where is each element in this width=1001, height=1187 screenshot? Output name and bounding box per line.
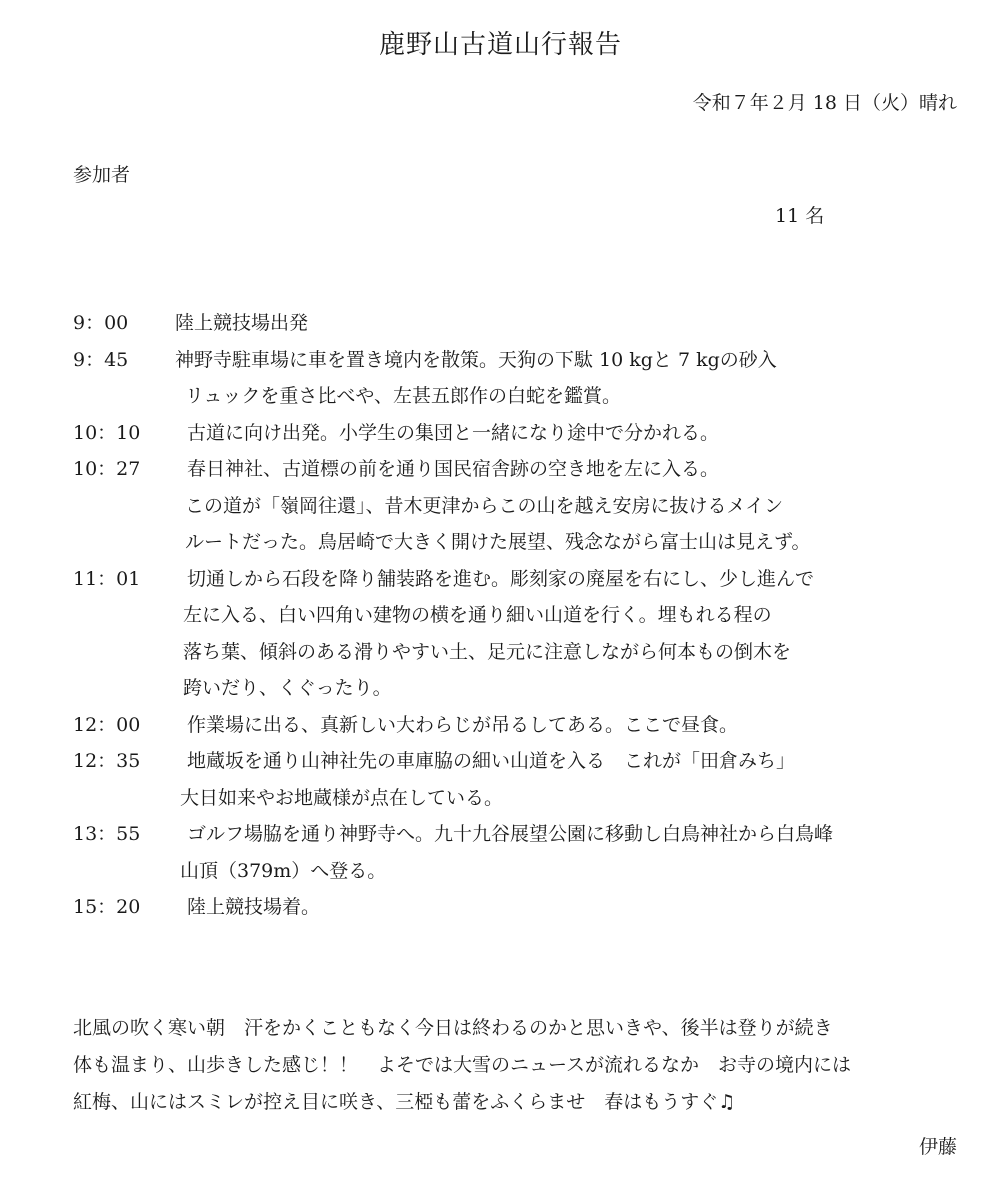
- schedule-text: ルートだった。鳥居崎で大きく開けた展望、残念ながら富士山は見えず。: [185, 531, 811, 553]
- schedule-text: 作業場に出る、真新しい大わらじが吊るしてある。ここで昼食。: [187, 713, 739, 736]
- schedule-entry: [0, 746, 1001, 819]
- schedule-time: 13：55: [73, 823, 141, 845]
- schedule-text: 地蔵坂を通り山神社先の車庫脇の細い山道を入る これが「田倉みち」: [187, 750, 796, 772]
- schedule-time: 9：45: [73, 348, 129, 371]
- schedule-entry: [0, 308, 1001, 345]
- schedule-time: 10：27: [73, 458, 141, 480]
- schedule-entry: [0, 418, 1001, 455]
- schedule-text: ゴルフ場脇を通り神野寺へ。九十九谷展望公園に移動し白鳥神社から白鳥峰: [187, 823, 834, 845]
- summary-line: 北風の吹く寒い朝 汗をかくこともなく今日は終わるのかと思いきや、後半は登りが続き: [73, 1017, 833, 1039]
- summary: [73, 1014, 851, 1125]
- schedule-text: 跨いだり、くぐったり。: [183, 677, 392, 699]
- schedule-text: 山頂（379m）へ登る。: [180, 859, 387, 882]
- schedule-time: 15：20: [73, 896, 141, 918]
- schedule-entry: [0, 710, 1001, 747]
- schedule-entry: [0, 564, 1001, 710]
- summary-line: 紅梅、山にはスミレが控え目に咲き、三椏も蕾をふくらませ 春はもうすぐ♫: [73, 1091, 736, 1113]
- schedule-text: この道が「嶺岡往還」、昔木更津からこの山を越え安房に抜けるメイン: [185, 494, 784, 517]
- summary-line: 体も温まり、山歩きした感じ！！ よそでは大雪のニュースが流れるなか お寺の境内には: [73, 1054, 852, 1076]
- schedule-text: 大日如来やお地蔵様が点在している。: [180, 786, 504, 809]
- schedule-text: 切通しから石段を降り舗装路を進む。彫刻家の廃屋を右にし、少し進んで: [187, 567, 815, 590]
- participants-label: 参加者: [73, 164, 131, 186]
- report-title: 鹿野山古道山行報告: [378, 30, 622, 60]
- schedule-time: 12：00: [73, 713, 141, 736]
- schedule-text: 陸上競技場着。: [187, 896, 321, 918]
- report-date: 令和７年２月 18 日（火）晴れ: [692, 92, 957, 114]
- schedule-text: 陸上競技場出発: [175, 312, 309, 334]
- author-name: 伊藤: [918, 1136, 957, 1158]
- schedule-time: 11：01: [73, 567, 141, 590]
- schedule-text: 落ち葉、傾斜のある滑りやすい土、足元に注意しながら何本もの倒木を: [183, 640, 792, 663]
- schedule-time: 10：10: [73, 421, 141, 444]
- schedule-entry: [0, 454, 1001, 564]
- schedule-time: 12：35: [73, 750, 141, 772]
- schedule-entry: [0, 819, 1001, 892]
- schedule-text: 古道に向け出発。小学生の集団と一緒になり途中で分かれる。: [187, 421, 720, 444]
- participants-count: 11 名: [775, 205, 825, 227]
- schedule-entry: [0, 892, 1001, 929]
- schedule-text: 神野寺駐車場に車を置き境内を散策。天狗の下駄 10 kgと 7 kgの砂入: [175, 348, 777, 371]
- schedule-text: 春日神社、古道標の前を通り国民宿舎跡の空き地を左に入る。: [187, 458, 720, 480]
- schedule-entry: [0, 345, 1001, 418]
- schedule-text: リュックを重さ比べや、左甚五郎作の白蛇を鑑賞。: [185, 385, 622, 407]
- schedule-time: 9：00: [73, 312, 129, 334]
- schedule-text: 左に入る、白い四角い建物の横を通り細い山道を行く。埋もれる程の: [183, 604, 772, 626]
